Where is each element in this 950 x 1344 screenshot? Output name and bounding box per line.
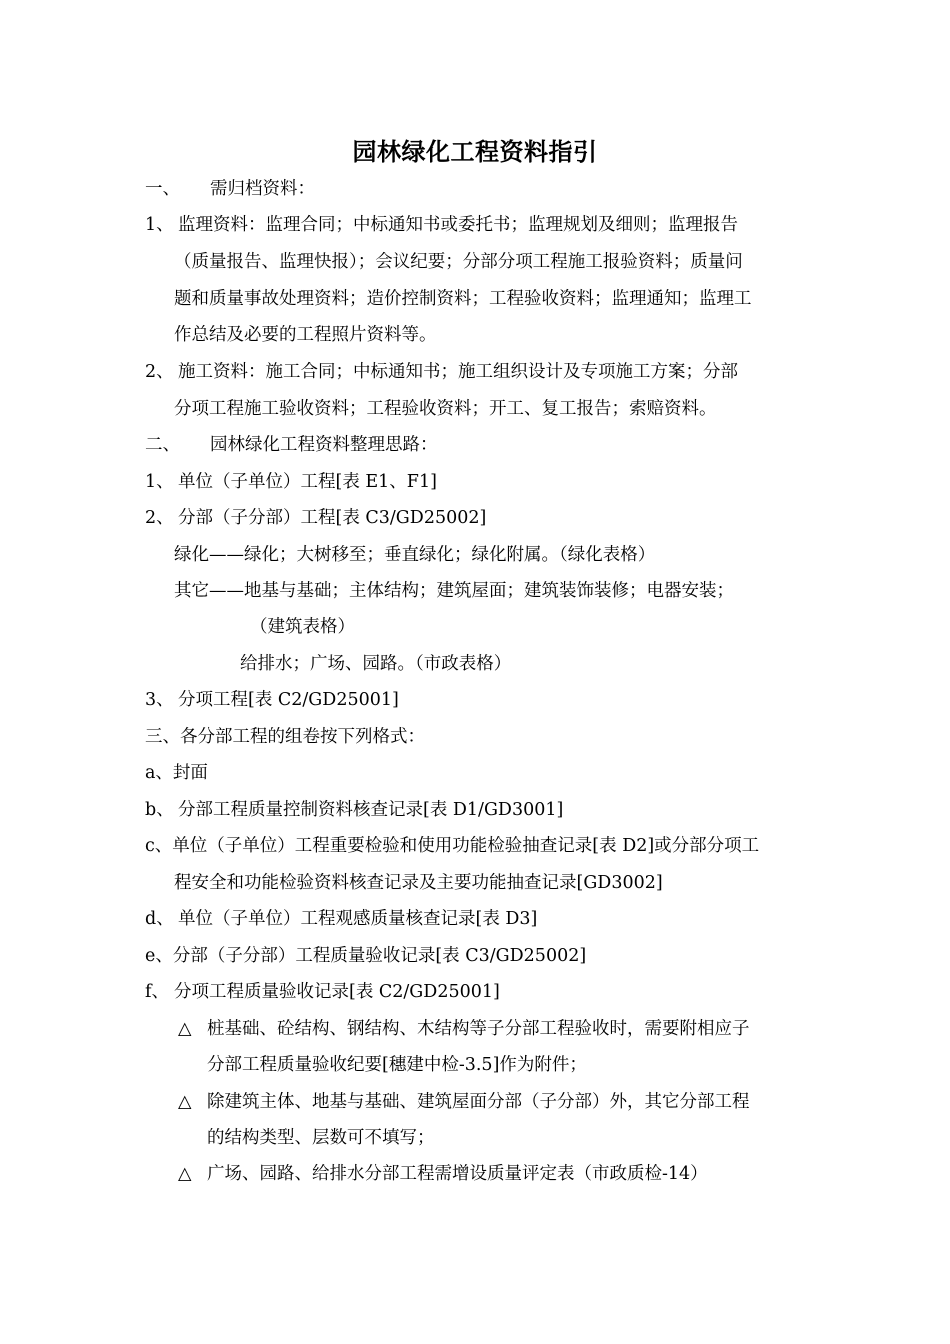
item-3-f-text: 分项工程质量验收记录[表 C2/GD25001] — [174, 982, 500, 1002]
item-1-2-number: 2、 — [145, 362, 174, 382]
item-2-1-text: 单位（子单位）工程[表 E1、F1] — [178, 472, 437, 492]
item-2-1-number: 1、 — [145, 472, 174, 492]
section-3-heading: 三、各分部工程的组卷按下列格式： — [145, 727, 425, 747]
item-3-d-text: 单位（子单位）工程观感质量核查记录[表 D3] — [178, 909, 538, 929]
other-line-continued: （建筑表格） — [250, 617, 355, 637]
note-3-text: 广场、园路、给排水分部工程需增设质量评定表（市政质检-14） — [207, 1164, 708, 1184]
item-2-2-text: 分部（子分部）工程[表 C3/GD25002] — [178, 508, 487, 528]
item-1-2-line-2: 分项工程施工验收资料；工程验收资料；开工、复工报告；索赔资料。 — [174, 399, 717, 419]
item-1-2-line-1: 施工资料：施工合同；中标通知书；施工组织设计及专项施工方案；分部 — [178, 362, 738, 382]
item-2-3-text: 分项工程[表 C2/GD25001] — [178, 690, 399, 710]
item-3-c-line-2: 程安全和功能检验资料核查记录及主要功能抽查记录[GD3002] — [174, 873, 663, 893]
note-1-line-1: 桩基础、砼结构、钢结构、木结构等子分部工程验收时，需要附相应子 — [207, 1019, 750, 1039]
item-3-d-number: d、 — [145, 909, 174, 929]
note-2-line-2: 的结构类型、层数可不填写； — [207, 1128, 435, 1148]
triangle-icon: △ — [178, 1164, 192, 1184]
item-1-1-line-2: （质量报告、监理快报）；会议纪要；分部分项工程施工报验资料；质量问 — [174, 252, 743, 272]
item-2-2-number: 2、 — [145, 508, 174, 528]
item-1-1-line-4: 作总结及必要的工程照片资料等。 — [174, 325, 437, 345]
item-2-3-number: 3、 — [145, 690, 174, 710]
other-line: 其它——地基与基础；主体结构；建筑屋面；建筑装饰装修；电器安装； — [174, 581, 734, 601]
drainage-line: 给排水；广场、园路。（市政表格） — [240, 654, 512, 674]
triangle-icon: △ — [178, 1092, 192, 1112]
item-3-a: a、封面 — [145, 763, 208, 783]
note-2-line-1: 除建筑主体、地基与基础、建筑屋面分部（子分部）外，其它分部工程 — [207, 1092, 750, 1112]
section-1-label: 一、 — [145, 179, 180, 199]
item-3-b-number: b、 — [145, 800, 174, 820]
greening-line: 绿化——绿化；大树移至；垂直绿化；绿化附属。（绿化表格） — [174, 545, 656, 565]
item-3-b-text: 分部工程质量控制资料核查记录[表 D1/GD3001] — [178, 800, 564, 820]
section-1-heading: 需归档资料： — [210, 179, 315, 199]
item-3-c-line-1: c、单位（子单位）工程重要检验和使用功能检验抽查记录[表 D2]或分部分项工 — [145, 836, 760, 856]
section-2-heading: 园林绿化工程资料整理思路： — [210, 435, 438, 455]
item-3-f-number: f、 — [145, 982, 169, 1002]
section-2-label: 二、 — [145, 435, 180, 455]
item-1-1-line-3: 题和质量事故处理资料；造价控制资料；工程验收资料；监理通知；监理工 — [174, 289, 752, 309]
document-title: 园林绿化工程资料指引 — [352, 137, 598, 166]
item-1-1-line-1: 监理资料：监理合同；中标通知书或委托书；监理规划及细则；监理报告 — [178, 215, 738, 235]
item-3-e: e、分部（子分部）工程质量验收记录[表 C3/GD25002] — [145, 946, 587, 966]
triangle-icon: △ — [178, 1019, 192, 1039]
note-1-line-2: 分部工程质量验收纪要[穗建中检-3.5]作为附件； — [207, 1055, 587, 1075]
item-1-1-number: 1、 — [145, 215, 174, 235]
